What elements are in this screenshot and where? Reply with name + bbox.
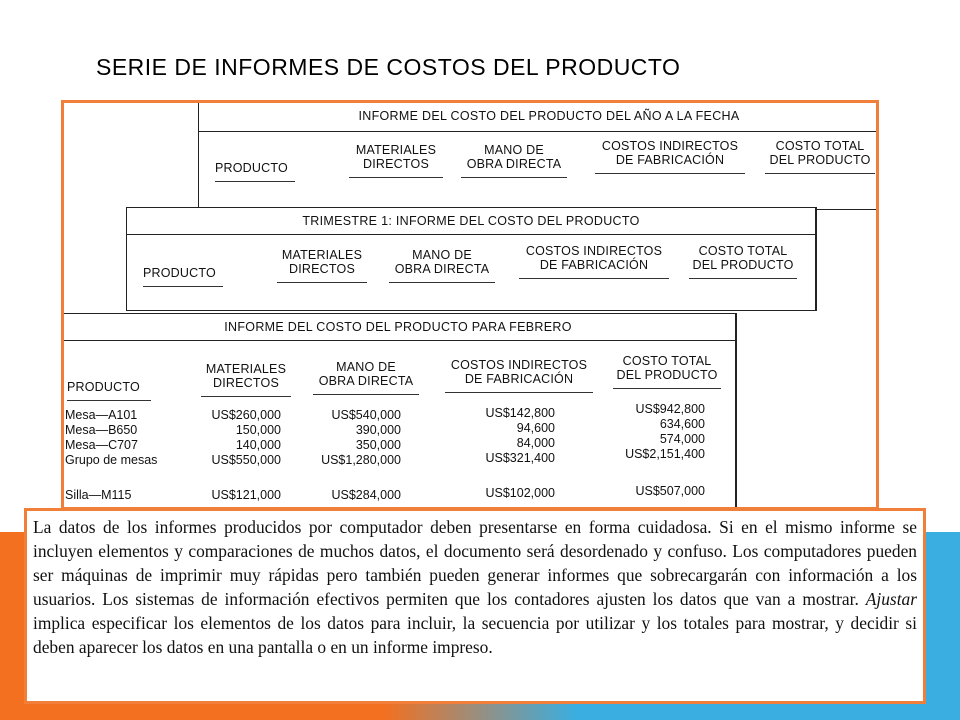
report-card-february <box>61 313 737 510</box>
table-cell-value: 94,600 <box>516 421 555 435</box>
report-title-february: INFORME DEL COSTO DEL PRODUCTO PARA FEBRERO <box>61 314 735 341</box>
report-title-ytd: INFORME DEL COSTO DEL PRODUCTO DEL AÑO A LA FECHA <box>199 100 879 132</box>
table-cell-product: Grupo de mesas <box>65 453 158 467</box>
column-header-materiales: MATERIALES DIRECTOS <box>349 143 443 174</box>
table-cell-value: 84,000 <box>516 436 555 450</box>
table-cell-value: US$121,000 <box>211 488 281 502</box>
report-card-q1 <box>126 207 817 311</box>
report-card-ytd <box>198 100 879 210</box>
table-cell-product: Mesa—A101 <box>65 408 138 422</box>
table-cell-value: 150,000 <box>235 423 281 437</box>
table-cell-value: 634,600 <box>659 417 705 431</box>
explanatory-paragraph-box <box>24 508 926 704</box>
column-header-producto: PRODUCTO <box>143 266 223 283</box>
table-cell-value: 390,000 <box>355 423 401 437</box>
column-header-costos-indirectos: COSTOS INDIRECTOS DE FABRICACIÓN <box>595 139 745 170</box>
explanatory-paragraph <box>33 515 917 659</box>
column-header-mano-de-obra: MANO DE OBRA DIRECTA <box>313 360 419 391</box>
column-header-costos-indirectos: COSTOS INDIRECTOS DE FABRICACIÓN <box>519 244 669 275</box>
column-header-costo-total: COSTO TOTAL DEL PRODUCTO <box>613 354 721 385</box>
table-cell-value: US$2,151,400 <box>625 447 705 461</box>
table-cell-value: US$321,400 <box>485 451 555 465</box>
paragraph-emphasis: Ajustar <box>865 589 917 609</box>
column-header-costo-total: COSTO TOTAL DEL PRODUCTO <box>765 139 875 170</box>
table-cell-product: Mesa—C707 <box>65 438 138 452</box>
column-header-costos-indirectos: COSTOS INDIRECTOS DE FABRICACIÓN <box>445 358 593 389</box>
column-header-producto: PRODUCTO <box>67 380 151 397</box>
column-header-materiales: MATERIALES DIRECTOS <box>201 362 291 393</box>
table-cell-value: US$142,800 <box>485 406 555 420</box>
slide-title: SERIE DE INFORMES DE COSTOS DEL PRODUCTO <box>96 54 681 80</box>
report-title-q1: TRIMESTRE 1: INFORME DEL COSTO DEL PRODUCTO <box>127 208 815 235</box>
decorative-band-blue <box>920 532 960 720</box>
table-cell-value: US$284,000 <box>331 488 401 502</box>
table-cell-value: US$942,800 <box>635 402 705 416</box>
column-header-producto: PRODUCTO <box>215 161 295 178</box>
paragraph-text: implica especificar los elementos de los datos para incluir, la secuencia por utilizar y los totales para mostrar, y decidir si deben aparecer los datos en una pantalla o en un informe impreso. <box>33 613 917 657</box>
paragraph-text: La datos de los informes producidos por computador deben presentarse en forma cuidadosa. Si en el mismo informe se incluyen elementos y comparaciones de muchos datos, el documento será desordenado y confuso. Los computadores pueden ser máquinas de imprimir muy rápidas pero también pueden generar informes que sobrecargarán con información a los usuarios. Los sistemas de información efectivos permiten que los contadores ajusten los datos que van a mostrar. <box>33 517 917 609</box>
table-cell-value: US$550,000 <box>211 453 281 467</box>
table-cell-value: 350,000 <box>355 438 401 452</box>
table-cell-product: Mesa—B650 <box>65 423 138 437</box>
column-header-materiales: MATERIALES DIRECTOS <box>277 248 367 279</box>
column-header-mano-de-obra: MANO DE OBRA DIRECTA <box>461 143 567 174</box>
table-cell-value: 140,000 <box>235 438 281 452</box>
column-header-mano-de-obra: MANO DE OBRA DIRECTA <box>389 248 495 279</box>
table-cell-value: US$260,000 <box>211 408 281 422</box>
report-series-image <box>61 100 879 510</box>
table-cell-value: 574,000 <box>659 432 705 446</box>
table-cell-product: Silla—M115 <box>65 488 132 502</box>
table-cell-value: US$507,000 <box>635 484 705 498</box>
table-cell-value: US$540,000 <box>331 408 401 422</box>
table-cell-value: US$102,000 <box>485 486 555 500</box>
column-header-costo-total: COSTO TOTAL DEL PRODUCTO <box>689 244 797 275</box>
table-cell-value: US$1,280,000 <box>321 453 401 467</box>
